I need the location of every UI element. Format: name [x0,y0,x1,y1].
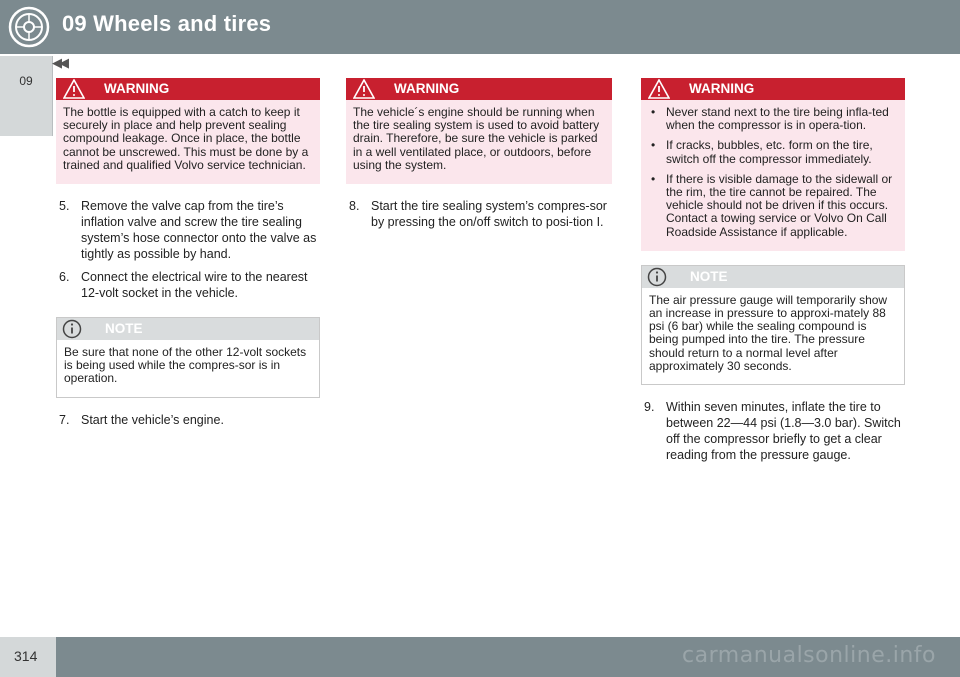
note-header [642,266,904,288]
step-text: Within seven minutes, inflate the tire to between 22—44 psi (1.8—3.0 bar). Switch off the compressor briefly to get a clear reading from the pressure gauge. [666,400,901,463]
steps-list [56,412,320,428]
step-text: Connect the electrical wire to the nearest 12-volt socket in the vehicle. [81,270,308,301]
warning-header [56,78,320,100]
step-number: 8. [349,199,360,214]
bullet-text: If cracks, bubbles, etc. form on the tire, switch off the compressor immediately. [666,138,873,166]
warning-triangle-icon [353,79,375,99]
note-box [56,317,320,398]
step-text: Remove the valve cap from the tire’s inflation valve and screw the tire sealing system’s hose connector onto the valve as tightly as possible by hand. [81,199,317,262]
previous-page-chevrons-icon[interactable]: ◀◀ [52,55,66,70]
warning-title: WARNING [689,81,755,96]
step-number: 6. [59,270,70,285]
chapter-tab[interactable] [0,56,53,136]
steps-list [346,198,612,230]
step-item [349,198,612,230]
warning-bullets [641,100,905,251]
bullet-text: If there is visible damage to the sidewall or the rim, the tire cannot be repaired. The vehicle should not be driven if this occurs. Contact a towing service or Volvo On Call Roadside Assistance if applicable. [666,171,893,239]
note-text: Be sure that none of the other 12-volt sockets is being used while the compres-sor is in operation. [64,345,307,386]
watermark: carmanualsonline.info [682,643,936,668]
info-icon [62,319,82,339]
bullet-item [648,106,898,132]
steps-list [56,198,320,301]
page-header [0,0,960,54]
step-text: Start the vehicle’s engine. [81,412,224,427]
bullet-list [648,106,898,239]
warning-text: The bottle is equipped with a catch to keep it securely in place and help prevent sealing compound leakage. Once in place, the bottle cannot be unscrewed. This must be done by a trained and qualified Volvo service technician. [63,105,309,172]
warning-title: WARNING [394,81,460,96]
column-2 [346,78,612,246]
warning-triangle-icon [63,79,85,99]
page-footer [0,637,960,677]
warning-text: The vehicle´s engine should be running when the tire sealing system is used to avoid battery drain. Therefore, be sure the vehicle is parked in a well ventilated place, or outdoors, before using the system. [353,105,600,172]
step-text: Start the tire sealing system’s compres-sor by pressing the on/off switch to posi-tion I. [371,199,607,230]
note-header [57,318,319,340]
bullet-text: Never stand next to the tire being infla-ted when the compressor is in opera-tion. [666,105,889,133]
bullet-icon: • [651,105,656,119]
bullet-icon: • [651,138,656,153]
step-number: 5. [59,199,70,214]
column-1 [56,78,320,444]
step-item [644,399,905,463]
warning-box [641,78,905,251]
warning-box [56,78,320,184]
info-icon [647,267,667,287]
note-box [641,265,905,385]
warning-title: WARNING [104,81,170,96]
page-number: 314 [14,648,38,664]
column-3 [641,78,905,479]
warning-header [346,78,612,100]
bullet-item [648,173,898,239]
note-title: NOTE [105,321,143,337]
bullet-icon: • [651,171,656,186]
page-number-tab [0,637,56,677]
steps-list [641,399,905,463]
page-title: 09 Wheels and tires [62,11,272,36]
step-item [59,269,320,301]
chapter-tab-label: 09 [19,74,33,88]
warning-box [346,78,612,184]
tire-icon [8,6,50,48]
note-text: The air pressure gauge will temporarily show an increase in pressure to approxi-mately 88 psi (6 bar) while the sealing compound is being pumped into the tire. The pressure should return to a normal level after approximately 30 seconds. [649,292,888,373]
step-number: 9. [644,400,655,415]
step-number: 7. [59,412,70,427]
step-item [59,412,320,428]
warning-triangle-icon [648,79,670,99]
bullet-item [648,139,898,165]
warning-header [641,78,905,100]
step-item [59,198,320,262]
note-title: NOTE [690,268,728,284]
